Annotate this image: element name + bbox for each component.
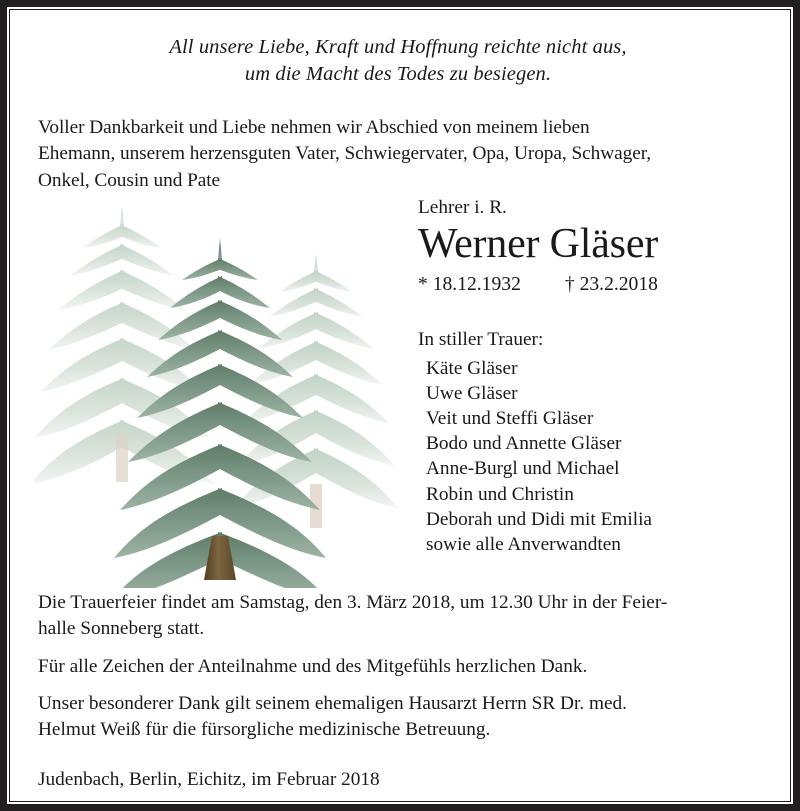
death-date: † 23.2.2018 bbox=[564, 273, 658, 295]
intro-line-2: Ehemann, unserem herzensguten Vater, Schwiegervater, Opa, Uropa, Schwager, bbox=[38, 143, 652, 165]
middle-section bbox=[28, 196, 768, 588]
epigraph-line-1: All unsere Liebe, Kraft und Hoffnung reichte nicht aus, bbox=[169, 36, 627, 58]
birth-date: * 18.12.1932 bbox=[418, 273, 521, 295]
life-dates bbox=[418, 274, 788, 296]
thanks-note bbox=[38, 654, 768, 680]
honorific: Lehrer i. R. bbox=[418, 197, 507, 219]
obituary-content bbox=[10, 10, 790, 801]
mourning-heading: In stiller Trauer: bbox=[418, 328, 544, 350]
intro-line-3: Onkel, Cousin und Pate bbox=[38, 169, 221, 191]
list-item: Anne-Burgl und Michael bbox=[426, 458, 620, 480]
list-item: Deborah und Didi mit Emilia bbox=[426, 508, 652, 530]
list-item: Veit und Steffi Gläser bbox=[426, 408, 594, 430]
closing-section bbox=[38, 590, 768, 743]
list-item: Uwe Gläser bbox=[426, 382, 518, 404]
doctor-thanks-line-2: Helmut Weiß für die fürsorgliche medizinische Betreuung. bbox=[38, 719, 491, 741]
list-item: Robin und Christin bbox=[426, 483, 574, 505]
epigraph-line-2: um die Macht des Todes zu besiegen. bbox=[244, 63, 552, 86]
deceased-name: Werner Gläser bbox=[418, 221, 659, 268]
mourners-list bbox=[418, 356, 788, 557]
intro-line-1: Voller Dankbarkeit und Liebe nehmen wir Abschied von meinem lieben bbox=[38, 117, 590, 139]
list-item: Käte Gläser bbox=[426, 357, 518, 379]
intro-paragraph bbox=[38, 115, 768, 194]
funeral-line-2: halle Sonneberg statt. bbox=[38, 618, 205, 640]
epigraph bbox=[28, 27, 768, 88]
tree-left-pale bbox=[34, 206, 214, 484]
deceased-block bbox=[418, 196, 788, 557]
doctor-thanks-line-1: Unser besonderer Dank gilt seinem ehemaligen Hausarzt Herrn SR Dr. med. bbox=[38, 692, 627, 714]
list-item: sowie alle Anverwandten bbox=[426, 533, 621, 555]
funeral-details bbox=[38, 590, 768, 642]
obituary-inner-frame bbox=[9, 9, 791, 802]
thanks-line-1: Für alle Zeichen der Anteilnahme und des Mitgefühls herzlichen Dank. bbox=[38, 655, 588, 677]
spruce-trees-illustration bbox=[34, 196, 402, 588]
doctor-thanks-note bbox=[38, 691, 768, 743]
list-item: Bodo und Annette Gläser bbox=[426, 433, 622, 455]
funeral-line-1: Die Trauerfeier findet am Samstag, den 3. März 2018, um 12.30 Uhr in der Feier- bbox=[38, 592, 668, 614]
places-and-date: Judenbach, Berlin, Eichitz, im Februar 2018 bbox=[38, 769, 380, 791]
